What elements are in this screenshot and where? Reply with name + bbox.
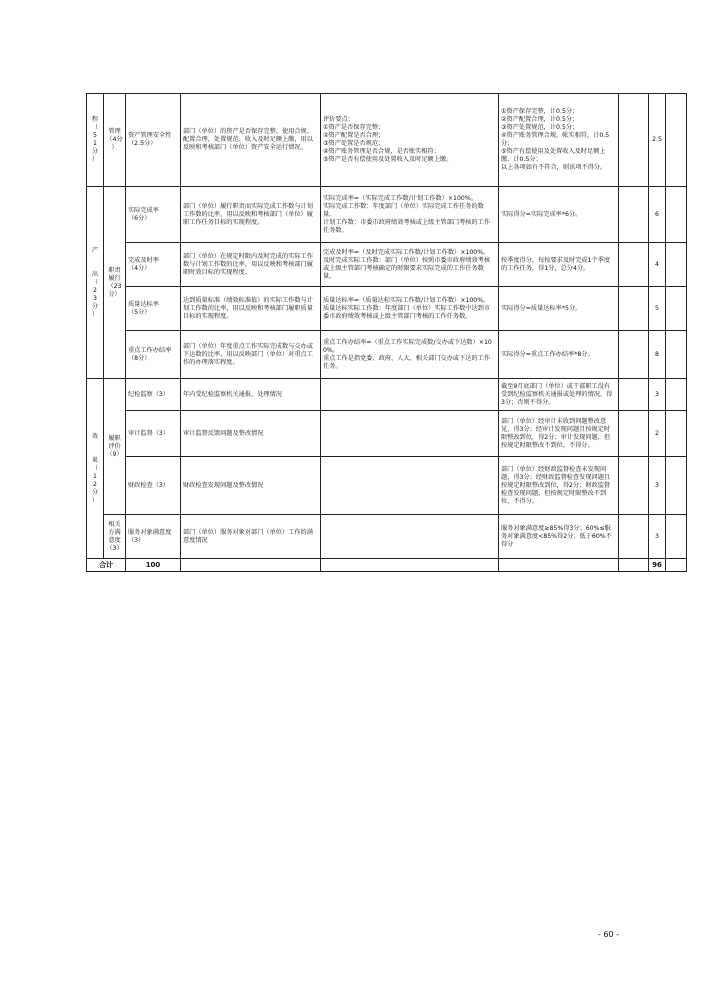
definition-cell: 部门（单位）服务对象对部门（单位）工作的满意度情况 [181, 515, 321, 559]
blank-cell [619, 515, 649, 559]
score-cell: 3 [649, 515, 666, 559]
blank-cell [666, 457, 687, 515]
blank-cell [666, 515, 687, 559]
formula-cell: 评价要点： ①资产是否保存完整； ②资产配置是否合理； ③资产处置是否规范； ④资产账务管理是否合规，是否账实相符； ⑤资产是否有偿使用及处置收入及时足额上缴。 [321, 94, 499, 187]
total-score: 96 [649, 559, 666, 572]
standard-cell: 实际得分=质量达标率*5分。 [499, 287, 619, 331]
blank-cell [181, 559, 321, 572]
score-cell: 8 [649, 331, 666, 379]
definition-cell: 部门（单位）的资产是否保存完整、使用合规、配置合理，处置规范、收入及时足额上缴，用以反映和考核部门（单位）资产安全运行情况。 [181, 94, 321, 187]
blank-cell [619, 331, 649, 379]
blank-cell [666, 411, 687, 457]
standard-cell: 截至9月底部门（单位）或干部职工没有受到纪检监察机关通报或处理的情况，得3分；否则不得分。 [499, 379, 619, 411]
dimension-cell-effect: 效 果 （ 1 2 分 ） [87, 379, 104, 559]
score-cell: 5 [649, 287, 666, 331]
definition-cell: 达到质量标准（绩效标准值）的实际工作数与计划工作数的比率，用以反映和考核部门履职质量目标的实现程度。 [181, 287, 321, 331]
indicator-cell: 资产管理安全性 （2.5分） [126, 94, 181, 187]
standard-cell: 按季度得分，每按要求及时完成1个季度的工作任务，得1分，总分4分。 [499, 243, 619, 287]
subdimension-cell-evaluation: 履职 评价 （9） [104, 379, 126, 515]
subdimension-cell-satisfaction: 相关 方满 意度 （3） [104, 515, 126, 559]
formula-cell: 实际完成率=（实际完成工作数/计划工作数）×100%。 实际完成工作数：年度部门（单位）实际完成工作任务的数量。 计划工作数：市委市政府绩效考核或上级主管部门考核的工作任务数。 [321, 187, 499, 243]
definition-cell: 年内受纪检监察机关通报、处理情况 [181, 379, 321, 411]
dimension-cell-process: 程 （ 5 1 分 ） [87, 94, 104, 187]
score-cell: 4 [649, 243, 666, 287]
score-cell: 6 [649, 187, 666, 243]
total-label: 合计 [87, 559, 126, 572]
definition-cell: 部门（单位）履行职责而实际完成工作数与计划工作数的比率，用以反映和考核部门（单位）履职工作任务目标的实现程度。 [181, 187, 321, 243]
indicator-cell: 重点工作办结率 （8分） [126, 331, 181, 379]
indicator-cell: 完成及时率 （4分） [126, 243, 181, 287]
total-weight: 100 [126, 559, 181, 572]
total-row [87, 559, 687, 572]
standard-cell: 实际得分=实际完成率*6分。 [499, 187, 619, 243]
indicator-cell: 财政检查（3） [126, 457, 181, 515]
blank-cell [499, 559, 619, 572]
blank-cell [619, 187, 649, 243]
table-row [87, 243, 687, 287]
standard-cell: 部门（单位）经财政监督检查未发现问题，得3分；经财政监督检查发现问题且按规定时限整改到位，得2分；财政监督检查发现问题，但按规定时限整改不到位，不得分。 [499, 457, 619, 515]
blank-cell [619, 379, 649, 411]
table-row [87, 515, 687, 559]
blank-cell [666, 331, 687, 379]
subdimension-cell-management: 管理 （4分 ） [104, 94, 126, 187]
formula-cell: 完成及时率=（及时完成实际工作数/计划工作数）×100%。 及时完成实际工作数：部门（单位）按照市委市政府绩效考核或上级主管部门考核确定的时限要求实际完成的工作任务数量。 [321, 243, 499, 287]
blank-cell [666, 287, 687, 331]
table-row [87, 94, 687, 187]
blank-cell [666, 243, 687, 287]
table-row [87, 287, 687, 331]
definition-cell: 部门（单位）年度重点工作实际完成数与交办或下达数的比率，用以反映部门（单位）对重点工作的办理落实程度。 [181, 331, 321, 379]
indicator-cell: 纪检监察（3） [126, 379, 181, 411]
table-row [87, 411, 687, 457]
table-row [87, 331, 687, 379]
formula-cell [321, 411, 499, 457]
formula-cell: 重点工作办结率=（重点工作实际完成数/交办或下达数）×100%。 重点工作是指党委、政府、人大、相关部门交办或下达的工作任务。 [321, 331, 499, 379]
blank-cell [666, 379, 687, 411]
score-cell: 3 [649, 457, 666, 515]
blank-cell [619, 243, 649, 287]
standard-cell: ①资产保存完整，计0.5分； ②资产配置合理，计0.5分； ③资产处置规范，计0.5分； ④资产账务管理合规，帐实相符，计0.5分； ⑤资产有偿使用及处置收入及时足额上缴，计0.5分； 以上各项如有不符合，则该项不得分。 [499, 94, 619, 187]
blank-cell [619, 94, 649, 187]
formula-cell [321, 515, 499, 559]
indicator-cell: 审计监督（3） [126, 411, 181, 457]
definition-cell: 审计监督反馈问题及整改情况 [181, 411, 321, 457]
score-cell: 2 [649, 411, 666, 457]
definition-cell: 财政检查发现问题及整改情况 [181, 457, 321, 515]
formula-cell [321, 457, 499, 515]
blank-cell [666, 187, 687, 243]
indicator-cell: 实际完成率 （6分） [126, 187, 181, 243]
indicator-cell: 服务对象满意度（3） [126, 515, 181, 559]
blank-cell [619, 287, 649, 331]
table-row [87, 187, 687, 243]
standard-cell: 服务对象满意度≥85%得3分；60%≤服务对象满意度<85%得2分；低于60%不得分 [499, 515, 619, 559]
table-row [87, 457, 687, 515]
page-number: - 60 - [598, 930, 620, 939]
blank-cell [619, 559, 649, 572]
subdimension-cell-duty: 职责 履行 （23 分） [104, 187, 126, 379]
formula-cell [321, 379, 499, 411]
performance-score-table [86, 93, 687, 572]
blank-cell [619, 411, 649, 457]
score-cell: 2.5 [649, 94, 666, 187]
indicator-cell: 质量达标率 （5分） [126, 287, 181, 331]
table-row [87, 379, 687, 411]
dimension-cell-output: 产 出 （ 2 3 分 ） [87, 187, 104, 379]
standard-cell: 部门（单位）经审计未收到问题整改意见，得3分；经审计发现问题且按规定时限整改到位，得2分；审计发现问题，但按规定时限整改不到位，不得分。 [499, 411, 619, 457]
definition-cell: 部门（单位）在规定时限内及时完成的实际工作数与计划工作数的比率，用以反映和考核部门履职时效目标的实现程度。 [181, 243, 321, 287]
standard-cell: 实际得分=重点工作办结率*8分。 [499, 331, 619, 379]
score-cell: 3 [649, 379, 666, 411]
formula-cell: 质量达标率=（质量达标实际工作数/计划工作数）×100%。 质量达标实际工作数：年度部门（单位）实际工作数中达到市委市政府绩效考核或上级主管部门考核的工作任务数。 [321, 287, 499, 331]
blank-cell [666, 94, 687, 187]
blank-cell [619, 457, 649, 515]
blank-cell [666, 559, 687, 572]
blank-cell [321, 559, 499, 572]
